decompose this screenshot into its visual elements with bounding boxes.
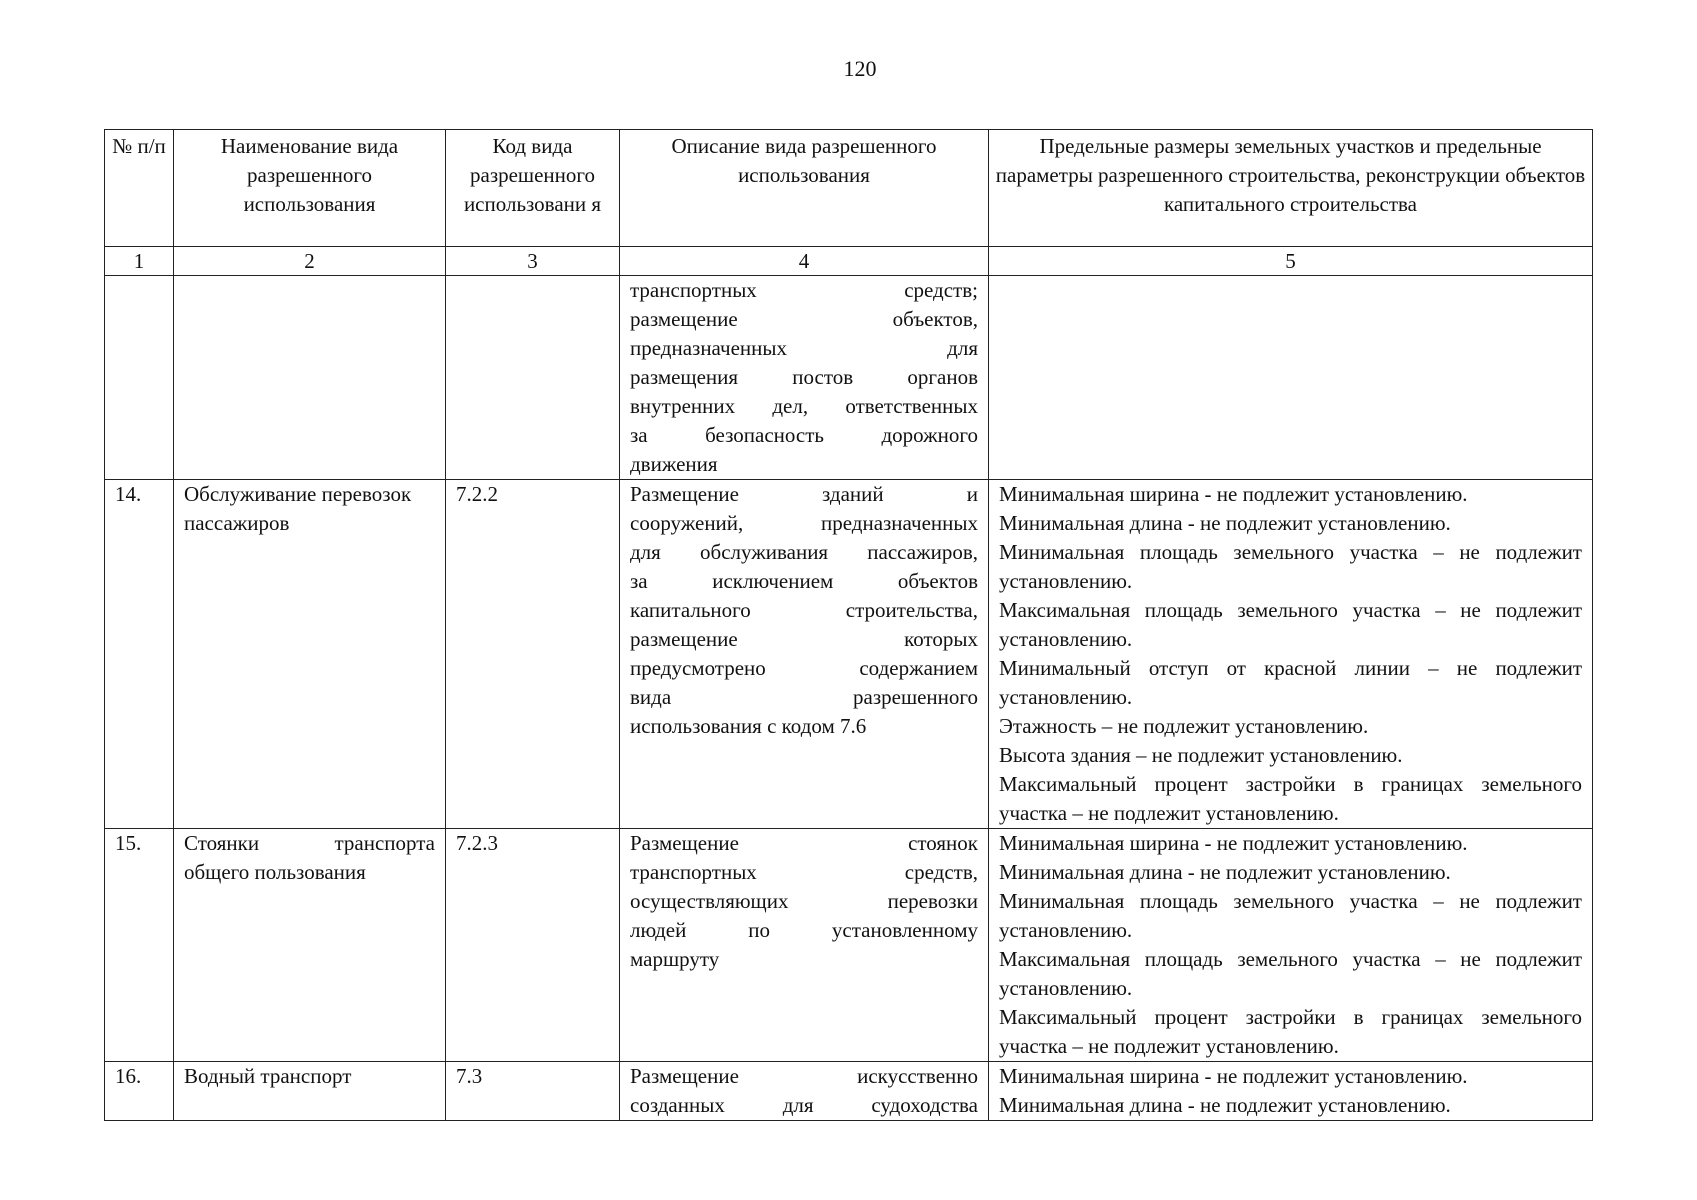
row-code: 7.3 <box>446 1062 620 1121</box>
limit-item: Максимальная площадь земельного участка – не подлежит установлению. <box>999 598 1582 651</box>
land-use-table <box>104 129 1593 1121</box>
row-limits <box>989 276 1593 480</box>
description-line: внутренних дел, ответственных <box>630 394 978 418</box>
row-description <box>620 276 989 480</box>
row-limits <box>989 480 1593 829</box>
header-name: Наименование вида разрешенного использования <box>174 130 446 247</box>
limit-item: Максимальный процент застройки в границах земельного участка – не подлежит установлению. <box>999 1005 1582 1058</box>
description-line: за безопасность дорожного <box>630 423 978 447</box>
limit-item: Этажность – не подлежит установлению. <box>999 714 1369 738</box>
limit-item: Минимальная ширина - не подлежит установлению. <box>999 1064 1468 1088</box>
description-line: вида разрешенного <box>630 685 978 709</box>
limit-item: Минимальная ширина - не подлежит установлению. <box>999 482 1468 506</box>
description-line: размещение которых <box>630 627 978 651</box>
limit-item: Минимальная ширина - не подлежит установлению. <box>999 831 1468 855</box>
description-line: размещения постов органов <box>630 365 978 389</box>
description-line: движения <box>630 452 718 476</box>
column-number: 5 <box>989 247 1593 276</box>
description-line: Размещение искусственно <box>630 1064 978 1088</box>
description-line: предусмотрено содержанием <box>630 656 978 680</box>
limit-item: Высота здания – не подлежит установлению. <box>999 743 1403 767</box>
description-line: осуществляющих перевозки <box>630 889 978 913</box>
description-line: предназначенных для <box>630 336 978 360</box>
column-number-row <box>105 247 1593 276</box>
description-line: людей по установленному <box>630 918 978 942</box>
column-number: 1 <box>105 247 174 276</box>
row-code <box>446 276 620 480</box>
header-description: Описание вида разрешенного использования <box>620 130 989 247</box>
description-line: для обслуживания пассажиров, <box>630 540 978 564</box>
limit-item: Минимальная длина - не подлежит установлению. <box>999 860 1451 884</box>
table-row <box>105 276 1593 480</box>
limit-item: Минимальная длина - не подлежит установлению. <box>999 511 1451 535</box>
header-code: Код вида разрешенного использовани я <box>446 130 620 247</box>
limit-item: Минимальный отступ от красной линии – не подлежит установлению. <box>999 656 1582 709</box>
column-number: 2 <box>174 247 446 276</box>
description-line: сооружений, предназначенных <box>630 511 978 535</box>
row-code: 7.2.2 <box>446 480 620 829</box>
row-number: 16. <box>105 1062 174 1121</box>
row-name <box>174 276 446 480</box>
description-line: размещение объектов, <box>630 307 978 331</box>
description-line: использования с кодом 7.6 <box>630 714 867 738</box>
limit-item: Минимальная площадь земельного участка – не подлежит установлению. <box>999 889 1582 942</box>
row-limits <box>989 1062 1593 1121</box>
row-limits <box>989 829 1593 1062</box>
table-row <box>105 829 1593 1062</box>
row-name: Водный транспорт <box>174 1062 446 1121</box>
table-row <box>105 480 1593 829</box>
page-number: 120 <box>843 56 877 81</box>
table-row <box>105 1062 1593 1121</box>
row-number: 14. <box>105 480 174 829</box>
description-line: за исключением объектов <box>630 569 978 593</box>
description-line: Размещение стоянок <box>630 831 978 855</box>
row-number: 15. <box>105 829 174 1062</box>
column-number: 4 <box>620 247 989 276</box>
description-line: капитального строительства, <box>630 598 978 622</box>
description-line: Размещение зданий и <box>630 482 978 506</box>
header-number: № п/п <box>105 130 174 247</box>
limit-item: Минимальная длина - не подлежит установлению. <box>999 1093 1451 1117</box>
row-number <box>105 276 174 480</box>
row-description <box>620 480 989 829</box>
header-limits: Предельные размеры земельных участков и предельные параметры разрешенного строительства, реконструкции объектов капитального строительства <box>989 130 1593 247</box>
row-description <box>620 829 989 1062</box>
limit-item: Максимальная площадь земельного участка – не подлежит установлению. <box>999 947 1582 1000</box>
limit-item: Минимальная площадь земельного участка – не подлежит установлению. <box>999 540 1582 593</box>
row-description <box>620 1062 989 1121</box>
description-line: маршруту <box>630 947 720 971</box>
row-name: Стоянки транспорта общего пользования <box>174 829 446 1062</box>
description-line: созданных для судоходства <box>630 1093 978 1117</box>
limit-item: Максимальный процент застройки в границах земельного участка – не подлежит установлению. <box>999 772 1582 825</box>
row-code: 7.2.3 <box>446 829 620 1062</box>
description-line: транспортных средств, <box>630 860 978 884</box>
table-header-row <box>105 130 1593 247</box>
column-number: 3 <box>446 247 620 276</box>
description-line: транспортных средств; <box>630 278 978 302</box>
row-name: Обслуживание перевозок пассажиров <box>174 480 446 829</box>
